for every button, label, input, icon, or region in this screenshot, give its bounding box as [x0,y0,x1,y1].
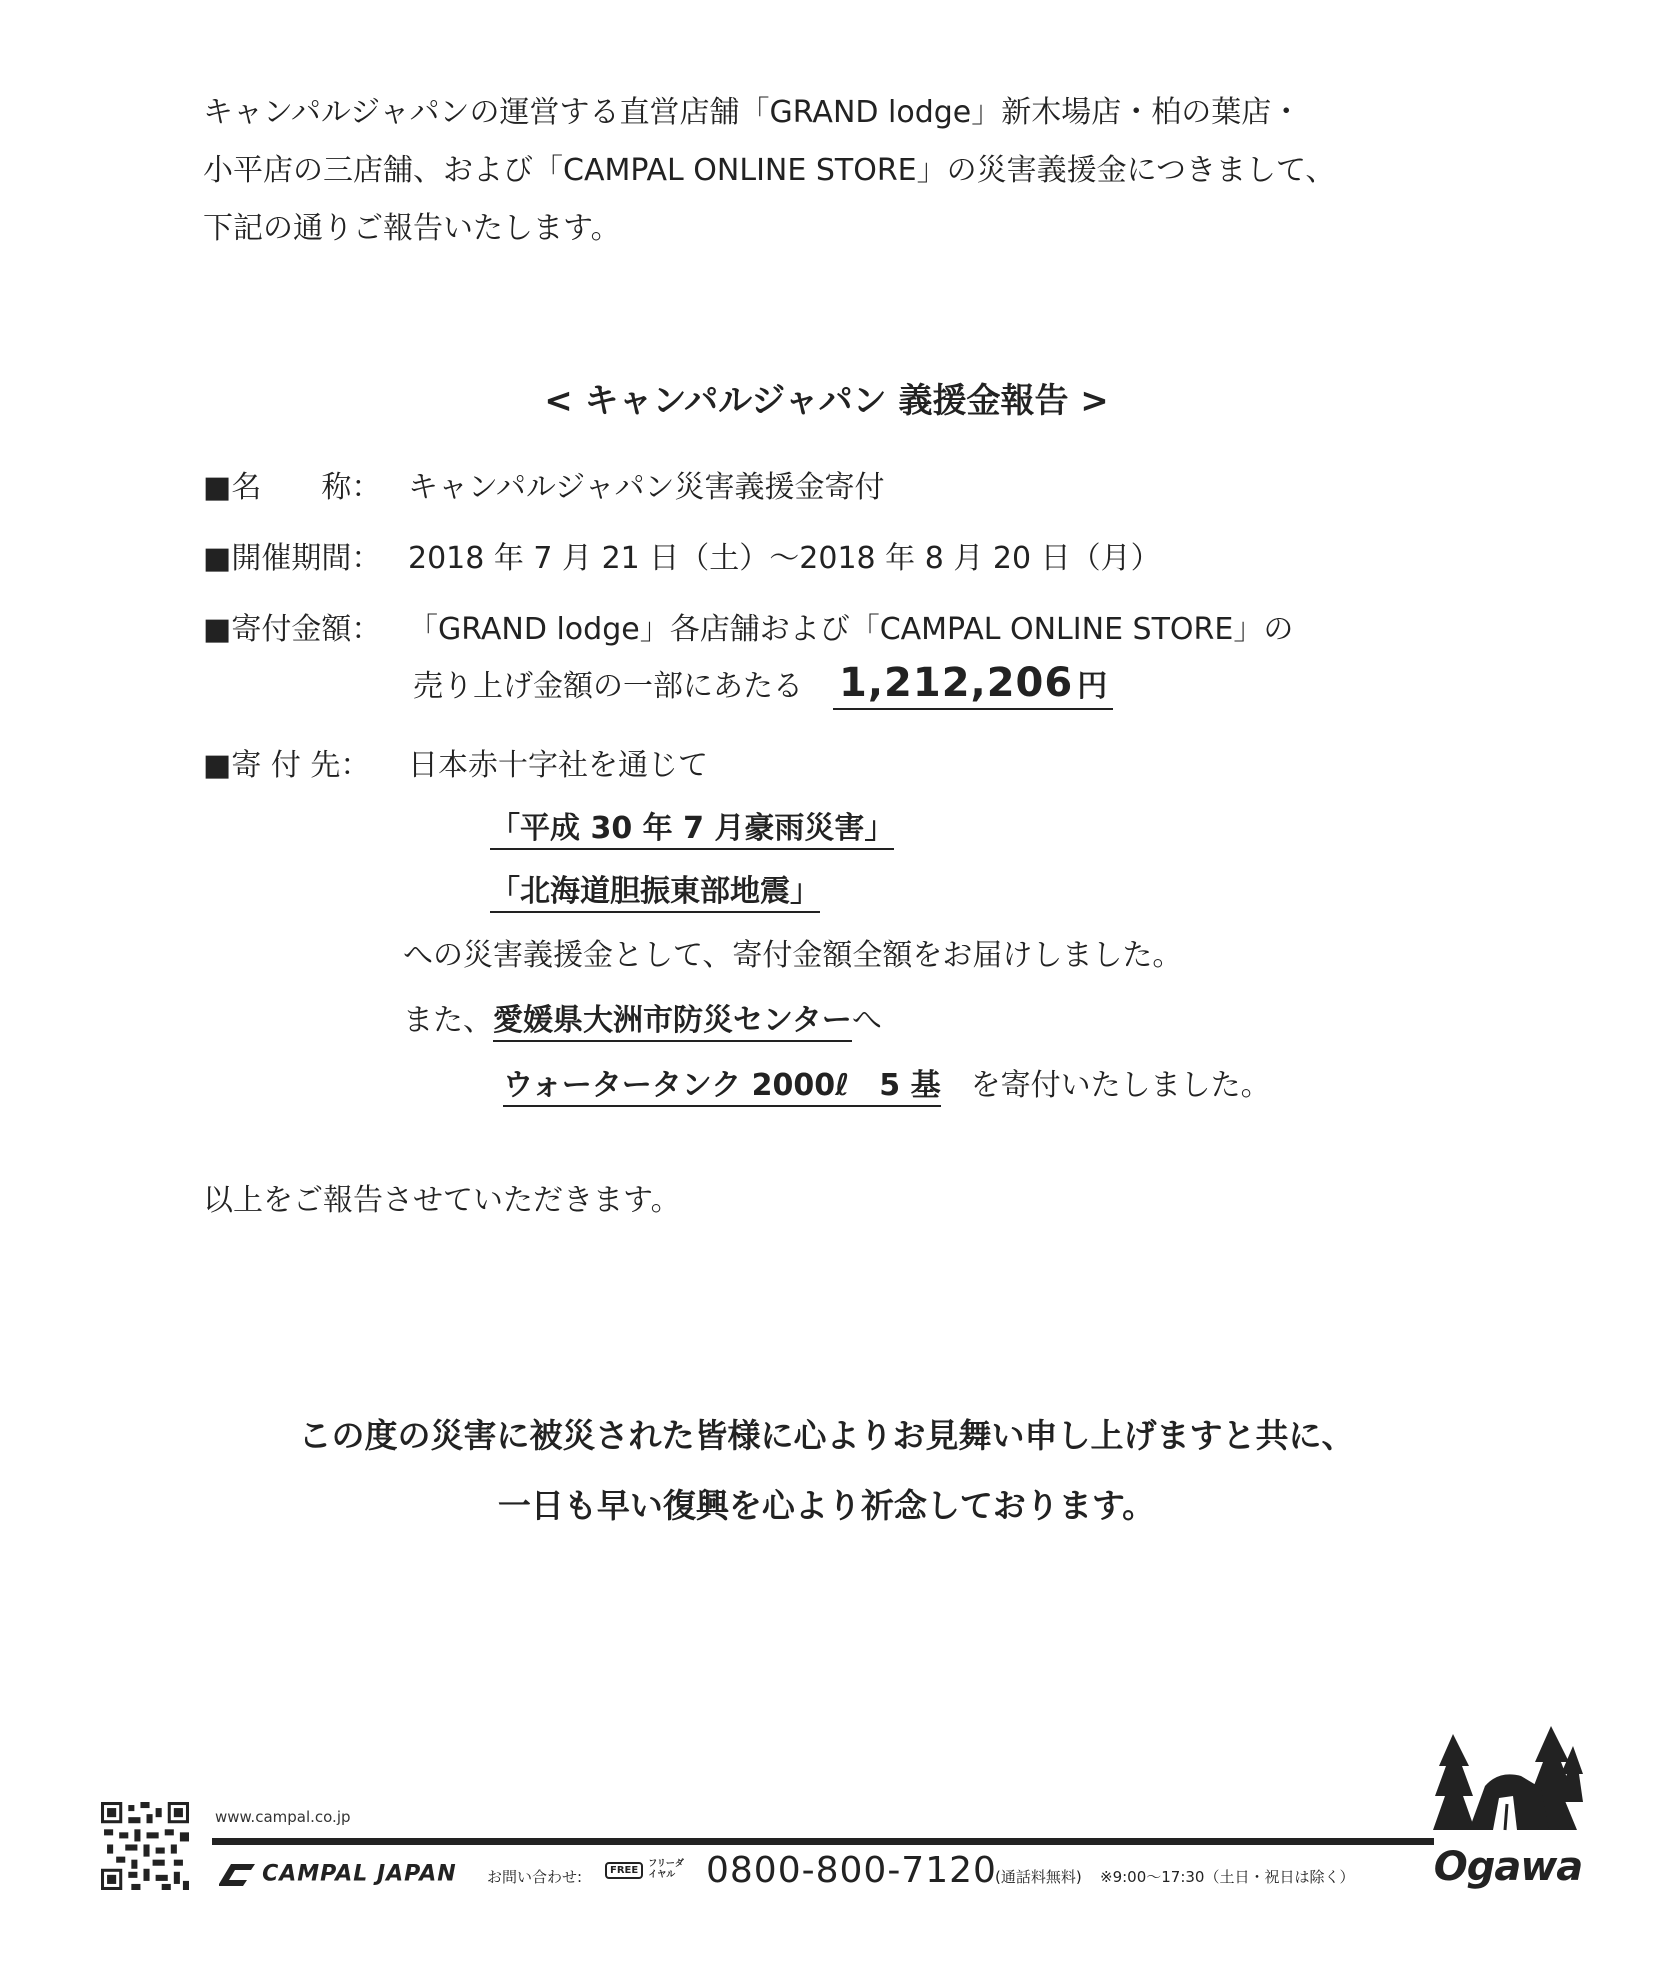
disaster-2 [490,866,820,910]
amount-figure [833,660,1113,710]
ogawa-logo-text: Ogawa [1433,1844,1583,1890]
center-suffix: へ [851,1003,882,1038]
amount-row [203,604,1293,648]
intro-line-2: 小平店の三店舗、および「CAMPAL ONLINE STORE」の災害義援金につきまして、 [203,153,1336,188]
footer-divider [212,1838,1434,1845]
conclusion-text: 以上をご報告させていただきます。 [203,1183,681,1218]
contact-label: お問い合わせ: [487,1868,583,1886]
center-line [403,995,882,1039]
amount-value: 1,212,206 [839,660,1074,706]
freedial-badge [605,1859,688,1881]
intro-line-1: キャンパルジャパンの運営する直営店舗「GRAND lodge」新木場店・柏の葉店・ [203,95,1302,130]
center-name: 愛媛県大洲市防災センター [493,1003,852,1042]
closing-line-2: 一日も早い復興を心より祈念しております。 [497,1486,1156,1525]
free-badge-text: FREE [605,1862,643,1879]
disaster-1 [490,803,894,847]
also-prefix: また、 [403,1003,493,1038]
amount-line-2-row [413,660,1113,710]
campal-japan-text: CAMPAL JAPAN [262,1861,457,1887]
toll-free-note: (通話料無料) [995,1868,1082,1886]
campal-japan-logo [215,1860,457,1888]
recipient-label: ■寄 付 先： [203,748,371,783]
item-suffix: を寄付いたしました。 [940,1068,1271,1103]
item-line [503,1060,1271,1104]
report-title: < キャンパルジャパン 義援金報告 > [544,381,1109,421]
campal-swoosh-icon [215,1860,257,1888]
qr-code-icon [101,1802,189,1890]
amount-line-2: 売り上げ金額の一部にあたる [413,669,803,704]
amount-unit: 円 [1077,669,1108,704]
website-url[interactable]: www.campal.co.jp [215,1808,351,1826]
ogawa-trees-tent-icon [1433,1726,1583,1846]
period-value: 2018 年 7 月 21 日（土）～2018 年 8 月 20 日（月） [408,541,1161,576]
business-hours: ※9:00～17:30（土日・祝日は除く） [1100,1868,1355,1886]
name-label: ■名 称： [203,470,382,505]
disaster-1-text: 「平成 30 年 7 月豪雨災害」 [490,811,894,850]
amount-line-1: 「GRAND lodge」各店舗および「CAMPAL ONLINE STORE」の [408,612,1294,647]
period-label: ■開催期間： [203,541,382,576]
intro-paragraph [203,84,1335,258]
freedial-text: フリーダイヤル [648,1859,684,1880]
period-row [203,533,1161,577]
intro-line-3: 下記の通りご報告いたします。 [203,211,621,246]
item-name: ウォータータンク 2000ℓ 5 基 [503,1068,941,1107]
name-value: キャンパルジャパン災害義援金寄付 [408,470,885,505]
disaster-2-text: 「北海道胆振東部地震」 [490,874,820,913]
name-row [203,462,885,506]
closing-line-1: この度の災害に被災された皆様に心よりお見舞い申し上げますと共に、 [298,1416,1355,1455]
recipient-line-1: 日本赤十字社を通じて [408,748,708,783]
amount-label: ■寄付金額： [203,612,382,647]
recipient-line-2: への災害義援金として、寄付金額全額をお届けしました。 [403,938,1183,973]
recipient-row [203,740,708,784]
phone-number[interactable]: 0800-800-7120 [706,1850,997,1891]
